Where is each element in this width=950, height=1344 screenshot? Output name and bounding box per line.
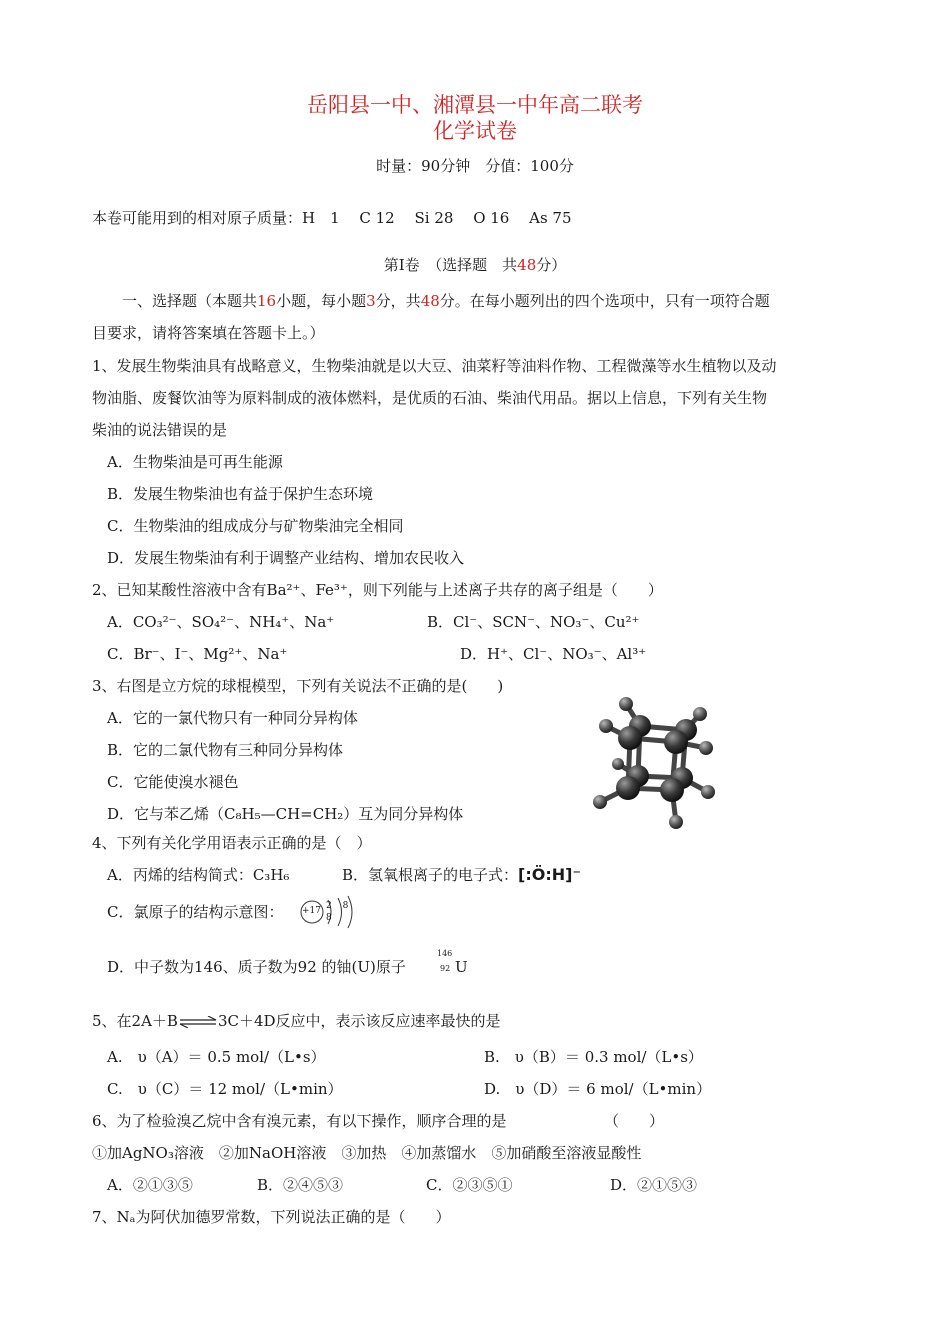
q6-option-d: D．②①⑤③ <box>610 1176 698 1194</box>
q6-option-b: B．②④⑤③ <box>257 1176 344 1194</box>
q1-option-c: C．生物柴油的组成成分与矿物柴油完全相同 <box>107 517 404 535</box>
instr-num: 48 <box>420 292 440 310</box>
instr-num: 16 <box>257 292 277 310</box>
q4-option-c-text: C．氯原子的结构示意图： <box>107 903 284 921</box>
q6-operations: ①加AgNO₃溶液 ②加NaOH溶液 ③加热 ④加蒸馏水 ⑤加硝酸至溶液显酸性 <box>92 1144 642 1162</box>
section-title-post: 分） <box>536 256 567 274</box>
instr-part: 分。在每小题列出的四个选项中，只有一项符合题 <box>439 292 770 310</box>
q5-option-c: C. υ（C）＝ 12 mol/（L•min） <box>107 1080 343 1098</box>
instr-num: 3 <box>366 292 376 310</box>
q3-option-a: A．它的一氯代物只有一种同分异构体 <box>107 709 358 727</box>
section-title-num: 48 <box>517 256 537 274</box>
uranium-atomic-number: 92 <box>440 964 451 973</box>
q5-option-d: D. υ（D）＝ 6 mol/（L•min） <box>484 1080 712 1098</box>
q2-option-b: B．Cl⁻、SCN⁻、NO₃⁻、Cu²⁺ <box>427 613 640 631</box>
chlorine-structure-diagram <box>298 894 360 930</box>
equilibrium-arrow-icon <box>178 1016 218 1028</box>
section-title <box>0 255 950 275</box>
exam-title-line2: 化学试卷 <box>433 119 517 143</box>
section-title-pre: 第Ⅰ卷 （选择题 共 <box>383 256 518 274</box>
q3-option-b: B．它的二氯代物有三种同分异构体 <box>107 741 344 759</box>
q1-stem-line1: 1、发展生物柴油具有战略意义，生物柴油就是以大豆、油菜籽等油料作物、工程微藻等水生植物以及动 <box>92 357 777 375</box>
q4-option-d <box>107 957 406 977</box>
q1-option-d: D．发展生物柴油有利于调整产业结构、增加农民收入 <box>107 549 465 567</box>
instr-part: 一、选择题（本题共 <box>122 292 258 310</box>
q3-stem: 3、右图是立方烷的球棍模型，下列有关说法不正确的是( ) <box>92 677 504 695</box>
q7-stem: 7、Nₐ为阿伏加德罗常数，下列说法正确的是（ ） <box>92 1208 451 1226</box>
instr-part: 分，共 <box>375 292 421 310</box>
q6-option-a: A．②①③⑤ <box>107 1176 193 1194</box>
chlorine-shell-counts: 2 8 8 <box>326 901 353 923</box>
q2-option-a: A．CO₃²⁻、SO₄²⁻、NH₄⁺、Na⁺ <box>107 613 335 631</box>
uranium-mass-number: 146 <box>437 949 453 958</box>
instr-part: 小题，每小题 <box>276 292 367 310</box>
q2-stem: 2、已知某酸性溶液中含有Ba²⁺、Fe³⁺，则下列能与上述离子共存的离子组是（ ） <box>92 581 663 599</box>
chlorine-nucleus-label: +17 <box>302 906 321 916</box>
q2-option-c: C．Br⁻、I⁻、Mg²⁺、Na⁺ <box>107 645 288 663</box>
uranium-nuclide-symbol <box>437 949 471 979</box>
q1-option-b: B．发展生物柴油也有益于保护生态环境 <box>107 485 374 503</box>
q1-stem-line3: 柴油的说法错误的是 <box>92 421 228 439</box>
q3-option-c: C．它能使溴水褪色 <box>107 773 239 791</box>
section-instructions-line2: 目要求，请将答案填在答题卡上。） <box>92 324 325 342</box>
q4-option-a: A．丙烯的结构简式：C₃H₆ <box>107 866 290 884</box>
q3-option-d: D．它与苯乙烯（C₈H₅—CH=CH₂）互为同分异构体 <box>107 805 464 823</box>
q2-option-d: D．H⁺、Cl⁻、NO₃⁻、Al³⁺ <box>460 645 647 663</box>
q5-stem-post: 3C＋4D反应中，表示该反应速率最快的是 <box>217 1012 501 1030</box>
atomic-masses: 本卷可能用到的相对原子质量：H 1 C 12 Si 28 O 16 As 75 <box>92 209 572 227</box>
q5-option-b: B. υ（B）＝ 0.3 mol/（L•s） <box>484 1048 703 1066</box>
q1-option-a: A．生物柴油是可再生能源 <box>107 453 283 471</box>
q5-stem <box>92 1011 501 1031</box>
section-instructions <box>122 291 770 311</box>
exam-title-line1: 岳阳县一中、湘潭县一中年高二联考 <box>307 93 643 117</box>
q4-option-d-text: D．中子数为146、质子数为92 的铀(U)原子 <box>107 958 406 976</box>
q6-stem: 6、为了检验溴乙烷中含有溴元素，有以下操作，顺序合理的是 （ ） <box>92 1112 665 1130</box>
time-score: 时量：90分钟 分值：100分 <box>376 157 574 175</box>
q4-option-b <box>342 865 581 885</box>
q5-option-a: A. υ（A）＝ 0.5 mol/（L•s） <box>107 1048 326 1066</box>
cubane-model-image <box>578 690 720 840</box>
uranium-symbol: U <box>455 958 468 976</box>
q4-option-c <box>107 902 283 922</box>
q1-stem-line2: 物油脂、废餐饮油等为原料制成的液体燃料，是优质的石油、柴油代用品。据以上信息，下列有关生物 <box>92 389 768 407</box>
q6-option-c: C．②③⑤① <box>426 1176 513 1194</box>
hydroxide-electron-formula: [:Ö:H]⁻ <box>518 865 581 884</box>
q4-stem: 4、下列有关化学用语表示正确的是（ ） <box>92 834 372 852</box>
q5-stem-pre: 5、在2A＋B <box>92 1012 178 1030</box>
q4-option-b-text: B．氢氧根离子的电子式： <box>342 866 519 884</box>
